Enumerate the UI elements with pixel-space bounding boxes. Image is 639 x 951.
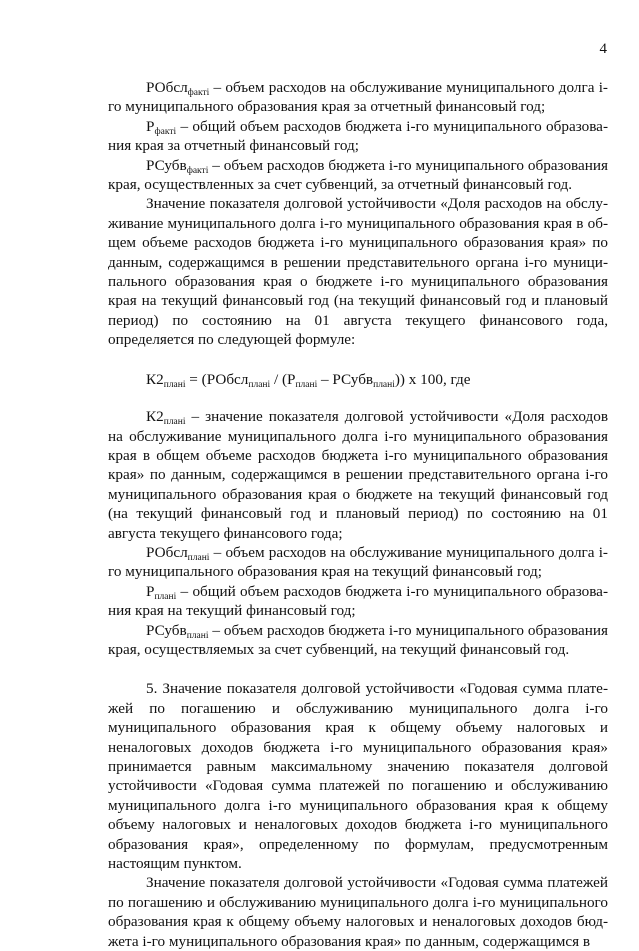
formula-subscript: плані bbox=[373, 379, 395, 390]
document-body bbox=[108, 78, 608, 951]
definition-robsl-plan bbox=[108, 543, 608, 582]
term-subscript: плані bbox=[186, 630, 209, 641]
definition-text: – объем расходов на обслуживание муниципального долга і-го муниципального образования края на текущий финансовый год; bbox=[108, 543, 608, 581]
formula-subscript: плані bbox=[295, 379, 318, 390]
term: РСубв bbox=[146, 621, 187, 639]
term: РОбсл bbox=[146, 543, 188, 561]
definition-r-fakt bbox=[108, 117, 608, 156]
term-subscript: факті bbox=[187, 88, 210, 98]
page-number: 4 bbox=[599, 41, 607, 57]
term: К2 bbox=[146, 408, 164, 426]
definition-rsubv-fakt bbox=[108, 156, 608, 195]
term-subscript: плані bbox=[154, 591, 177, 602]
term: РОбсл bbox=[146, 79, 188, 96]
definition-text: – объем расходов бюджета і-го муниципального образования края, осуществленных за счет субвенций, за отчетный финансовый год. bbox=[108, 156, 608, 194]
definition-robsl-fakt bbox=[108, 78, 608, 117]
definition-text: – объем расходов бюджета і-го муниципального образования края, осуществляемых за счет субвенций, на текущий финансовый год. bbox=[108, 621, 608, 658]
formula-part: = (РОбсл bbox=[185, 370, 249, 388]
definition-text: – объем расходов на обслуживание муниципального долга і-го муниципального образования края за отчетный финансовый год; bbox=[108, 79, 608, 116]
definition-text: – общий объем расходов бюджета і-го муниципального образования края за отчетный финансовый год; bbox=[108, 117, 608, 155]
formula-k2 bbox=[146, 370, 608, 389]
paragraph-k2-intro: Значение показателя долговой устойчивости «Доля расходов на обслуживание муниципального долга і-го муниципального образования края в общем объеме расходов бюджета і-го муниципального образования края» по данным, содержащимся в решении представительного органа і-го муниципального образования края о бюджете і-го муниципального образования края на текущий финансовый год (на текущий финансовый год и плановый период) по состоянию на 01 августа текущего финансового года, определяется по следующей формуле: bbox=[108, 195, 608, 349]
paragraph-section-5: 5. Значение показателя долговой устойчивости «Годовая сумма платежей по погашению и обслуживанию муниципального долга і-го муниципального образования края к общему объему налоговых и неналоговых доходов бюджета і-го муниципального образования края» принимается равным максимальному значению показателя долговой устойчивости «Годовая сумма платежей по погашению и обслуживанию муниципального долга і-го муниципального образования края к общему объему налоговых и неналоговых доходов бюджета і-го муниципального образования края», определенному по формулам, предусмотренным настоящим пунктом. bbox=[108, 680, 608, 873]
term-subscript: факті bbox=[154, 126, 177, 137]
term: РСубв bbox=[146, 156, 187, 174]
formula-subscript: плані bbox=[248, 379, 271, 390]
term: Р bbox=[146, 582, 155, 600]
term-subscript: плані bbox=[163, 417, 186, 428]
term: Р bbox=[146, 117, 155, 135]
paragraph-annual-payments: Значение показателя долговой устойчивости «Годовая сумма платежей по погашению и обслуживанию муниципального долга і-го муниципального образования края к общему объему налоговых и неналоговых доходов бюджета і-го муниципального образования края» по данным, содержащимся в bbox=[108, 874, 608, 950]
formula-part: – РСубв bbox=[317, 370, 374, 388]
term-subscript: плані bbox=[187, 552, 210, 563]
definition-text: – значение показателя долговой устойчивости «Доля расходов на обслуживание муниципального долга і-го муниципального образования края в общем объеме расходов бюджета і-го муниципального образования края» по данным, содержащимся в решении представительного органа і-го муниципального образования края о бюджете на текущий финансовый год (на текущий финансовый год и плановый период) по состоянию на 01 августа текущего финансового года; bbox=[108, 408, 608, 542]
definition-rsubv-plan bbox=[108, 621, 608, 660]
formula-part: К2 bbox=[146, 370, 164, 388]
definition-text: – общий объем расходов бюджета і-го муниципального образования края на текущий финансовый год; bbox=[108, 582, 608, 620]
formula-part: / (Р bbox=[270, 370, 296, 388]
formula-subscript: плані bbox=[163, 379, 186, 390]
definition-r-plan bbox=[108, 582, 608, 621]
term-subscript: факті bbox=[186, 165, 209, 176]
definition-k2-plan bbox=[108, 407, 608, 543]
formula-part: )) х 100, где bbox=[394, 370, 471, 388]
